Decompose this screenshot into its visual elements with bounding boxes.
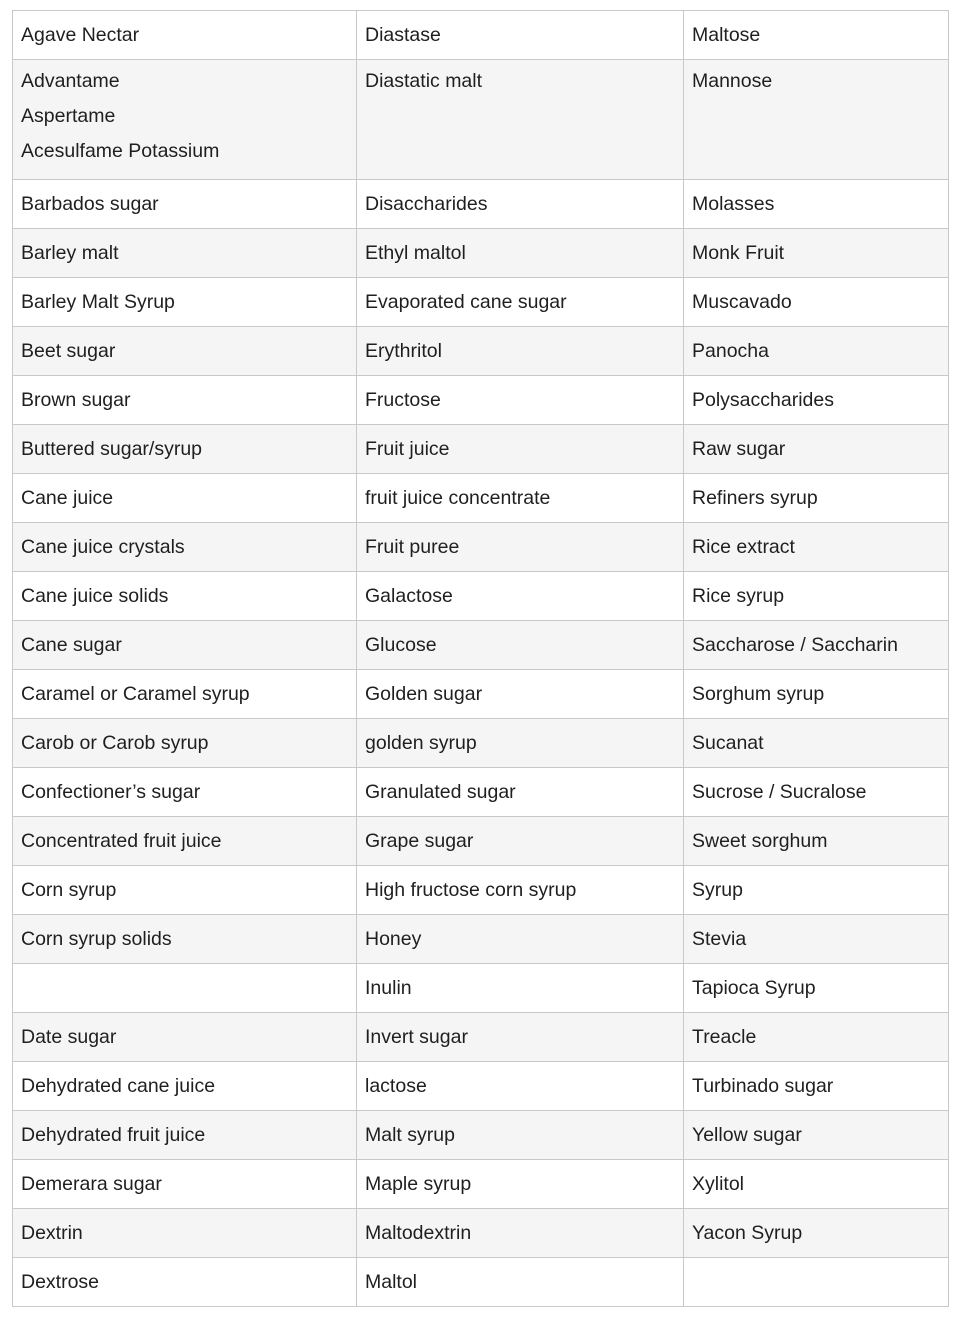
cell-text: Invert sugar: [365, 1026, 468, 1048]
table-cell: [357, 572, 684, 621]
table-cell: [357, 180, 684, 229]
cell-text: Beet sugar: [21, 340, 116, 362]
cell-text: Raw sugar: [692, 438, 786, 460]
cell-text: Cane juice: [21, 487, 114, 509]
cell-text: Evaporated cane sugar: [365, 291, 567, 313]
table-row: [13, 866, 949, 915]
table-row: [13, 1160, 949, 1209]
cell-text: Fruit juice: [365, 438, 450, 460]
table-row: [13, 180, 949, 229]
cell-text: Agave Nectar: [21, 24, 140, 46]
cell-text: Granulated sugar: [365, 781, 516, 803]
table-cell: [357, 964, 684, 1013]
cell-text: Sweet sorghum: [692, 830, 828, 852]
cell-text: Date sugar: [21, 1026, 117, 1048]
table-row: [13, 621, 949, 670]
cell-text: Yacon Syrup: [692, 1222, 803, 1244]
cell-text: Rice syrup: [692, 585, 785, 607]
table-cell: [684, 278, 949, 327]
cell-text: Mannose: [692, 70, 773, 92]
cell-text: Sucrose / Sucralose: [692, 781, 867, 803]
cell-text: Turbinado sugar: [692, 1075, 834, 1097]
table-cell: [357, 1209, 684, 1258]
table-row: [13, 768, 949, 817]
table-row: [13, 1258, 949, 1307]
table-row: [13, 327, 949, 376]
cell-text: Grape sugar: [365, 830, 474, 852]
table-row: [13, 1013, 949, 1062]
table-cell: [13, 1209, 357, 1258]
cell-text: Muscavado: [692, 291, 792, 313]
table-row: [13, 1062, 949, 1111]
cell-text: Treacle: [692, 1026, 757, 1048]
cell-line: Acesulfame Potassium: [21, 140, 220, 162]
table-row: [13, 572, 949, 621]
table-row: [13, 1111, 949, 1160]
table-row: [13, 376, 949, 425]
cell-text: Concentrated fruit juice: [21, 830, 222, 852]
cell-text: fruit juice concentrate: [365, 487, 551, 509]
cell-text: Corn syrup solids: [21, 928, 172, 950]
table-cell: [357, 768, 684, 817]
table-cell: [13, 1111, 357, 1160]
table-cell: [684, 768, 949, 817]
cell-text: Dehydrated fruit juice: [21, 1124, 206, 1146]
table-cell: [684, 1111, 949, 1160]
table-cell: [357, 523, 684, 572]
cell-text: Xylitol: [692, 1173, 745, 1195]
cell-text: Barley Malt Syrup: [21, 291, 175, 313]
table-cell: [684, 621, 949, 670]
cell-text: Golden sugar: [365, 683, 483, 705]
table-cell: [357, 229, 684, 278]
cell-text: Syrup: [692, 879, 743, 901]
cell-text: Rice extract: [692, 536, 795, 558]
table-cell: [13, 915, 357, 964]
table-cell: [357, 670, 684, 719]
table-cell: [357, 719, 684, 768]
table-cell: [13, 817, 357, 866]
cell-text: Disaccharides: [365, 193, 488, 215]
cell-text: Stevia: [692, 928, 747, 950]
sugar-names-table: [12, 10, 949, 1307]
table-cell: [684, 1209, 949, 1258]
table-cell: [13, 474, 357, 523]
cell-text: Sucanat: [692, 732, 764, 754]
table-cell: [13, 621, 357, 670]
table-cell: [684, 1062, 949, 1111]
table-cell: [13, 1160, 357, 1209]
cell-text: Maltodextrin: [365, 1222, 472, 1244]
table-cell: [684, 60, 949, 180]
cell-text: Galactose: [365, 585, 453, 607]
table-row: [13, 719, 949, 768]
table-cell: [684, 817, 949, 866]
cell-text: Monk Fruit: [692, 242, 785, 264]
cell-text: Barley malt: [21, 242, 119, 264]
table-body: [13, 11, 949, 1307]
cell-text: Cane sugar: [21, 634, 122, 656]
cell-text: Brown sugar: [21, 389, 131, 411]
table-cell: [684, 1013, 949, 1062]
table-cell: [357, 1160, 684, 1209]
table-cell: [357, 817, 684, 866]
table-cell: [357, 278, 684, 327]
cell-text: Dextrin: [21, 1222, 83, 1244]
table-cell: [684, 1160, 949, 1209]
table-row: [13, 11, 949, 60]
cell-text: Tapioca Syrup: [692, 977, 816, 999]
cell-text: Honey: [365, 928, 422, 950]
table-cell: [357, 1111, 684, 1160]
cell-text: golden syrup: [365, 732, 477, 754]
table-cell: [13, 572, 357, 621]
table-cell: [357, 866, 684, 915]
table-cell: [357, 1258, 684, 1307]
table-cell: [13, 60, 357, 180]
table-cell: [357, 474, 684, 523]
cell-text: Sorghum syrup: [692, 683, 825, 705]
table-cell: [13, 1062, 357, 1111]
table-row: [13, 474, 949, 523]
cell-text: Panocha: [692, 340, 769, 362]
table-row: [13, 523, 949, 572]
table-row: [13, 60, 949, 180]
cell-text: Refiners syrup: [692, 487, 818, 509]
cell-text: Diastase: [365, 24, 441, 46]
cell-text: Yellow sugar: [692, 1124, 802, 1146]
table-row: [13, 817, 949, 866]
table-cell: [13, 180, 357, 229]
cell-text: Cane juice crystals: [21, 536, 185, 558]
table-row: [13, 915, 949, 964]
cell-text: Confectioner’s sugar: [21, 781, 201, 803]
table-cell: [684, 964, 949, 1013]
table-cell: [357, 376, 684, 425]
cell-text: Fruit puree: [365, 536, 460, 558]
cell-text: Polysaccharides: [692, 389, 834, 411]
table-cell: [684, 229, 949, 278]
cell-text: Ethyl maltol: [365, 242, 466, 264]
table-cell: [13, 768, 357, 817]
cell-text: Demerara sugar: [21, 1173, 162, 1195]
table-cell: [357, 425, 684, 474]
table-cell: [13, 523, 357, 572]
table-cell: [13, 11, 357, 60]
table-cell: [684, 866, 949, 915]
table-cell: [357, 11, 684, 60]
table-cell: [684, 670, 949, 719]
cell-text: High fructose corn syrup: [365, 879, 577, 901]
table-cell: [13, 278, 357, 327]
table-row: [13, 964, 949, 1013]
table-cell: [684, 376, 949, 425]
table-row: [13, 425, 949, 474]
cell-text: Erythritol: [365, 340, 442, 362]
cell-text: Dextrose: [21, 1271, 100, 1293]
table-row: [13, 278, 949, 327]
cell-text: Cane juice solids: [21, 585, 169, 607]
table-cell: [357, 327, 684, 376]
table-row: [13, 670, 949, 719]
cell-line: Advantame: [21, 70, 120, 92]
table-cell: [13, 327, 357, 376]
table-cell: [13, 229, 357, 278]
table-cell: [684, 11, 949, 60]
table-cell: [357, 621, 684, 670]
cell-text: Carob or Carob syrup: [21, 732, 209, 754]
cell-text: Molasses: [692, 193, 775, 215]
cell-text: Maltol: [365, 1271, 418, 1293]
cell-text: Dehydrated cane juice: [21, 1075, 216, 1097]
cell-line: Aspertame: [21, 105, 116, 127]
table-cell: [357, 60, 684, 180]
table-cell: [357, 1013, 684, 1062]
table-row: [13, 229, 949, 278]
cell-text: Maple syrup: [365, 1173, 472, 1195]
table-cell: [13, 1258, 357, 1307]
table-cell: [684, 327, 949, 376]
table-cell: [684, 1258, 949, 1307]
cell-text: Inulin: [365, 977, 412, 999]
table-cell: [684, 425, 949, 474]
cell-text: lactose: [365, 1075, 427, 1097]
table-cell: [13, 964, 357, 1013]
table-cell: [13, 425, 357, 474]
cell-text: Buttered sugar/syrup: [21, 438, 203, 460]
cell-text: Maltose: [692, 24, 761, 46]
table-cell: [684, 180, 949, 229]
table-cell: [684, 523, 949, 572]
table-cell: [357, 1062, 684, 1111]
table-cell: [13, 1013, 357, 1062]
table-cell: [684, 915, 949, 964]
table-cell: [684, 474, 949, 523]
table-cell: [13, 719, 357, 768]
cell-text: Malt syrup: [365, 1124, 455, 1146]
table-cell: [357, 915, 684, 964]
table-cell: [684, 719, 949, 768]
cell-text: Glucose: [365, 634, 437, 656]
table-cell: [13, 866, 357, 915]
cell-text: Barbados sugar: [21, 193, 159, 215]
table-cell: [13, 670, 357, 719]
cell-text: Caramel or Caramel syrup: [21, 683, 250, 705]
cell-text: Diastatic malt: [365, 70, 483, 92]
cell-text: Corn syrup: [21, 879, 117, 901]
table-cell: [684, 572, 949, 621]
cell-text: Fructose: [365, 389, 441, 411]
table-cell: [13, 376, 357, 425]
table-row: [13, 1209, 949, 1258]
cell-text: Saccharose / Saccharin: [692, 634, 898, 656]
